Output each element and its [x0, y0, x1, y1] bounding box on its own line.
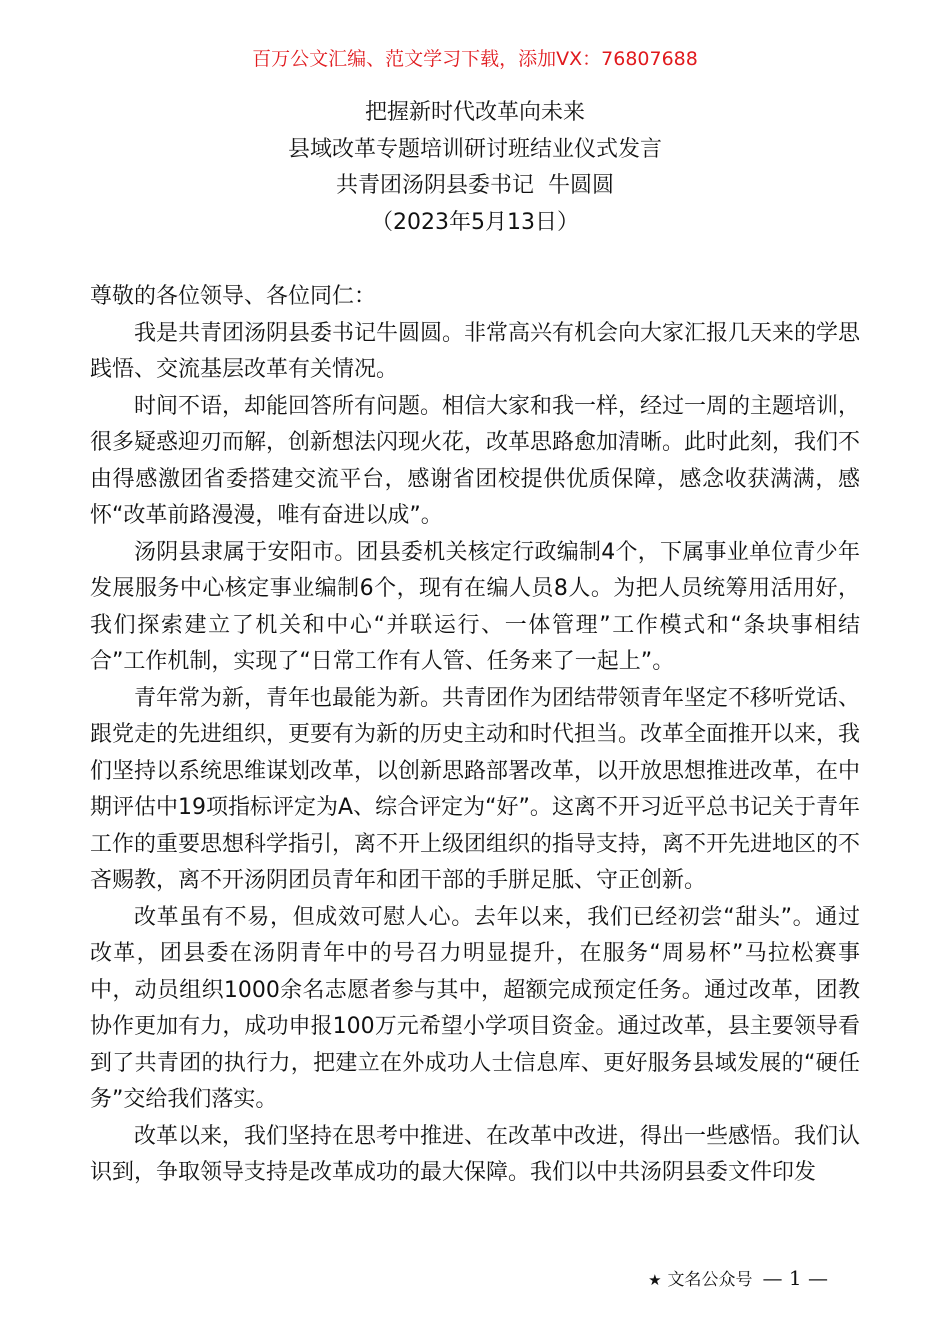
- star-icon: ★: [648, 1271, 662, 1289]
- document-body: [90, 279, 860, 1192]
- document-header: [0, 95, 950, 241]
- paragraph: 改革虽有不易，但成效可慰人心。去年以来，我们已经初尝“甜头”。通过改革，团县委在汤阴青年中的号召力明显提升，在服务“周易杯”马拉松赛事中，动员组织1000余名志愿者参与其中，超额完成预定任务。通过改革，团教协作更加有力，成功申报100万元希望小学项目资金。通过改革，县主要领导看到了共青团的执行力，把建立在外成功人士信息库、更好服务县域发展的“硬任务”交给我们落实。: [90, 904, 860, 1112]
- document-title: 把握新时代改革向未来: [364, 100, 585, 125]
- watermark-banner: 百万公文汇编、范文学习下载，添加VX：76807688: [252, 48, 698, 70]
- document-subtitle: 县域改革专题培训研讨班结业仪式发言: [287, 136, 662, 162]
- paragraph: 我是共青团汤阴县委书记牛圆圆。非常高兴有机会向大家汇报几天来的学思践悟、交流基层改革有关情况。: [90, 320, 861, 382]
- page-footer: [648, 1263, 828, 1295]
- paragraph: 青年常为新，青年也最能为新。共青团作为团结带领青年坚定不移听党话、跟党走的先进组织，更要有为新的历史主动和时代担当。改革全面推开以来，我们坚持以系统思维谋划改革，以创新思路部署改革，以开放思想推进改革，在中期评估中19项指标评定为A、综合评定为“好”。这离不开习近平总书记关于青年工作的重要思想科学指引，离不开上级团组织的指导支持，离不开先进地区的不吝赐教，离不开汤阴团员青年和团干部的手胼足胝、守正创新。: [90, 685, 861, 893]
- salutation: 尊敬的各位领导、各位同仁：: [90, 284, 377, 309]
- speech-date: （2023年5月13日）: [371, 209, 579, 235]
- paragraph: 时间不语，却能回答所有问题。相信大家和我一样，经过一周的主题培训，很多疑惑迎刃而解，创新想法闪现火花，改革思路愈加清晰。此时此刻，我们不由得感激团省委搭建交流平台，感谢省团校提供优质保障，感念收获满满，感怀“改革前路漫漫，唯有奋进以成”。: [90, 393, 861, 528]
- speaker-line: 共青团汤阴县委书记 牛圆圆: [336, 173, 614, 198]
- footer-label: 文名公众号: [667, 1270, 753, 1290]
- page-number: — 1 —: [762, 1266, 828, 1290]
- paragraph: 汤阴县隶属于安阳市。团县委机关核定行政编制4个，下属事业单位青少年发展服务中心核定事业编制6个，现有在编人员8人。为把人员统筹用活用好，我们探索建立了机关和中心“并联运行、一体管理”工作模式和“条块事相结合”工作机制，实现了“日常工作有人管、任务来了一起上”。: [90, 539, 860, 674]
- paragraph: 改革以来，我们坚持在思考中推进、在改革中改进，得出一些感悟。我们认识到，争取领导支持是改革成功的最大保障。我们以中共汤阴县委文件印发: [90, 1123, 861, 1185]
